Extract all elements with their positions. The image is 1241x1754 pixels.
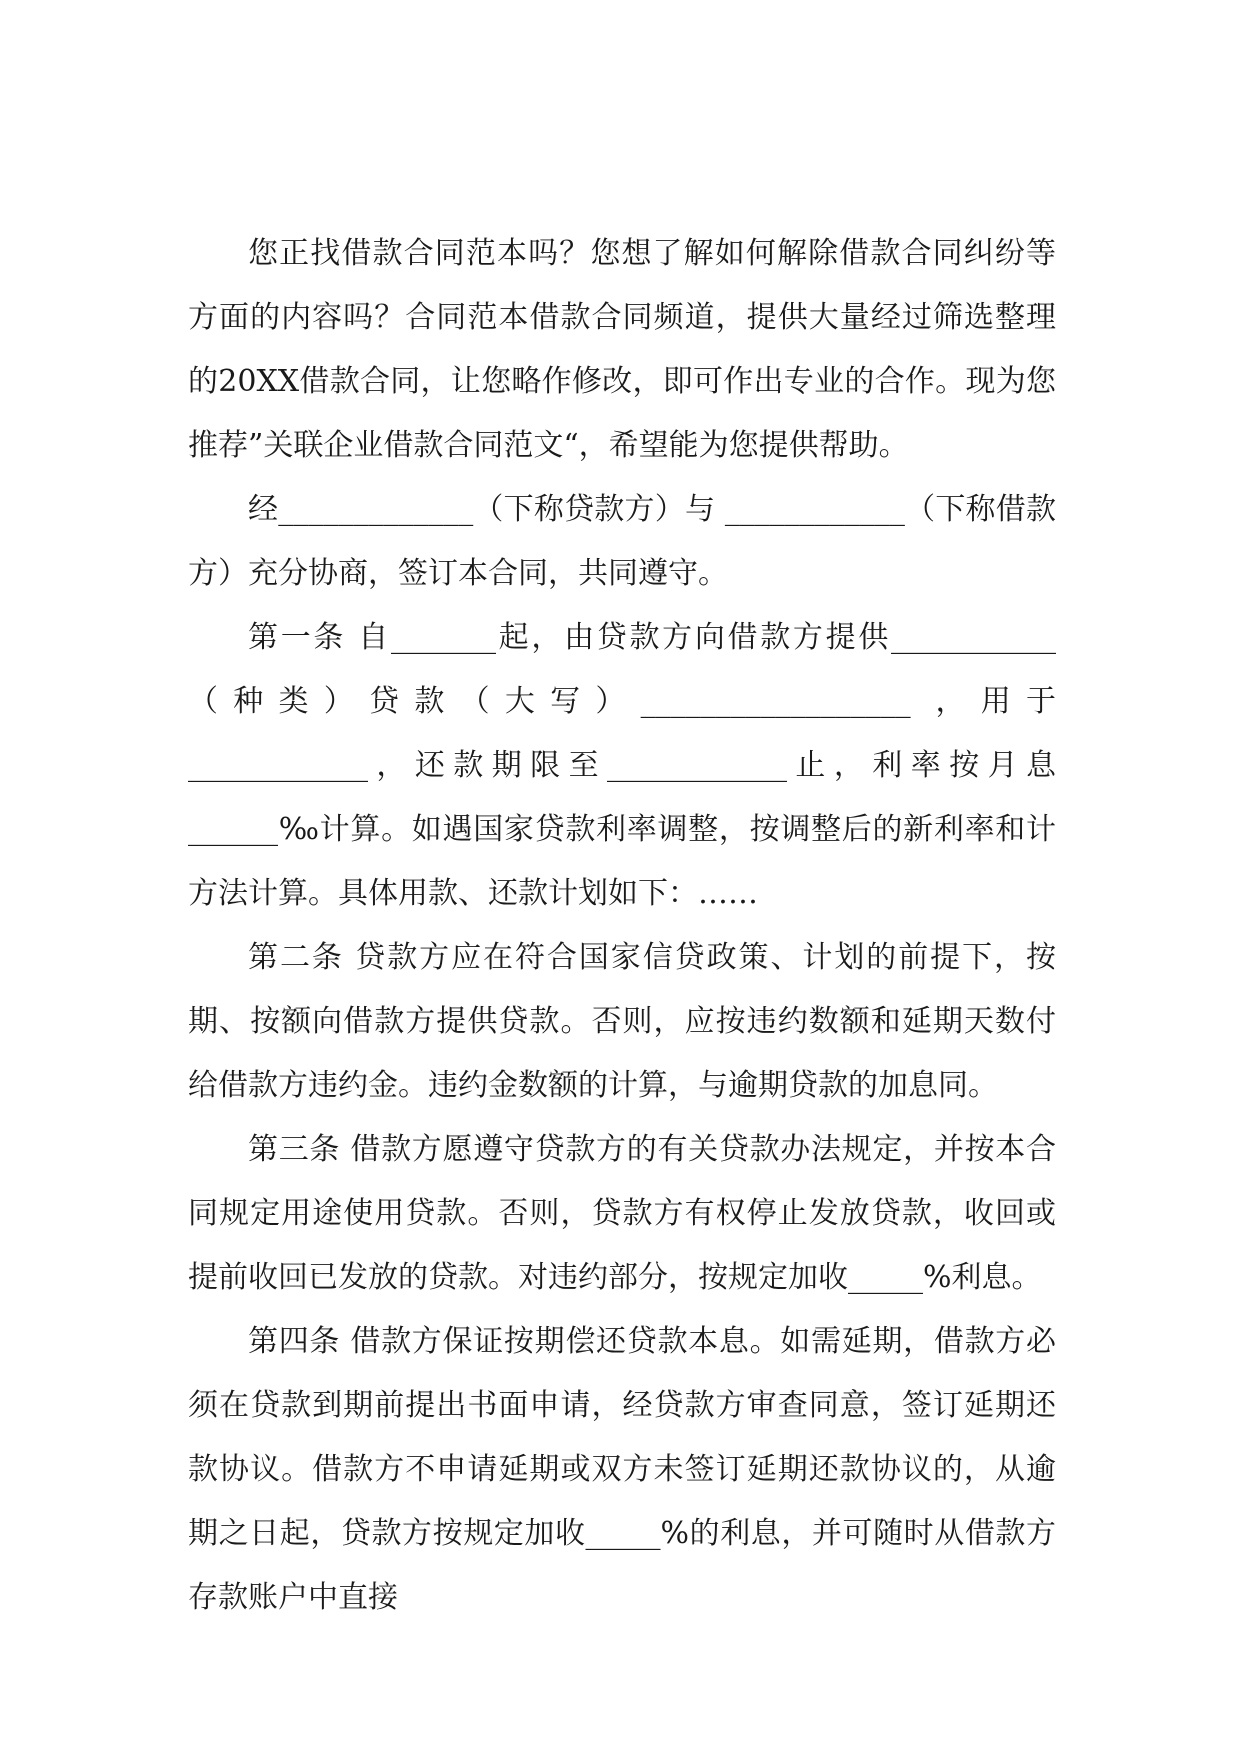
article-2-paragraph: 第二条 贷款方应在符合国家信贷政策、计划的前提下，按期、按额向借款方提供贷款。否则，应按违约数额和延期天数付给借款方违约金。违约金数额的计算，与逾期贷款的加息同。	[188, 940, 1056, 1103]
parties-paragraph: 经_____________（下称贷款方）与 ____________（下称借款方）充分协商，签订本合同，共同遵守。	[188, 492, 1056, 591]
article-3-paragraph: 第三条 借款方愿遵守贷款方的有关贷款办法规定，并按本合同规定用途使用贷款。否则，贷款方有权停止发放贷款，收回或提前收回已发放的贷款。对违约部分，按规定加收_____%利息。	[188, 1132, 1056, 1295]
article-4-paragraph: 第四条 借款方保证按期偿还贷款本息。如需延期，借款方必须在贷款到期前提出书面申请，经贷款方审查同意，签订延期还款协议。借款方不申请延期或双方未签订延期还款协议的，从逾期之日起，贷款方按规定加收_____%的利息，并可随时从借款方存款账户中直接	[188, 1324, 1056, 1615]
intro-paragraph: 您正找借款合同范本吗？您想了解如何解除借款合同纠纷等方面的内容吗？合同范本借款合同频道，提供大量经过筛选整理的20XX借款合同，让您略作修改，即可作出专业的合作。现为您推荐”关联企业借款合同范文“，希望能为您提供帮助。	[188, 236, 1056, 463]
article-1-paragraph: 第一条 自_______起，由贷款方向借款方提供___________（种类）贷款（大写）__________________ ，用于____________，还款期限至____________止，利率按月息______‰计算。如遇国家贷款利率调整，按调整后的新利率和计方法计算。具体用款、还款计划如下：……	[188, 620, 1056, 911]
document-body	[188, 222, 1056, 1630]
